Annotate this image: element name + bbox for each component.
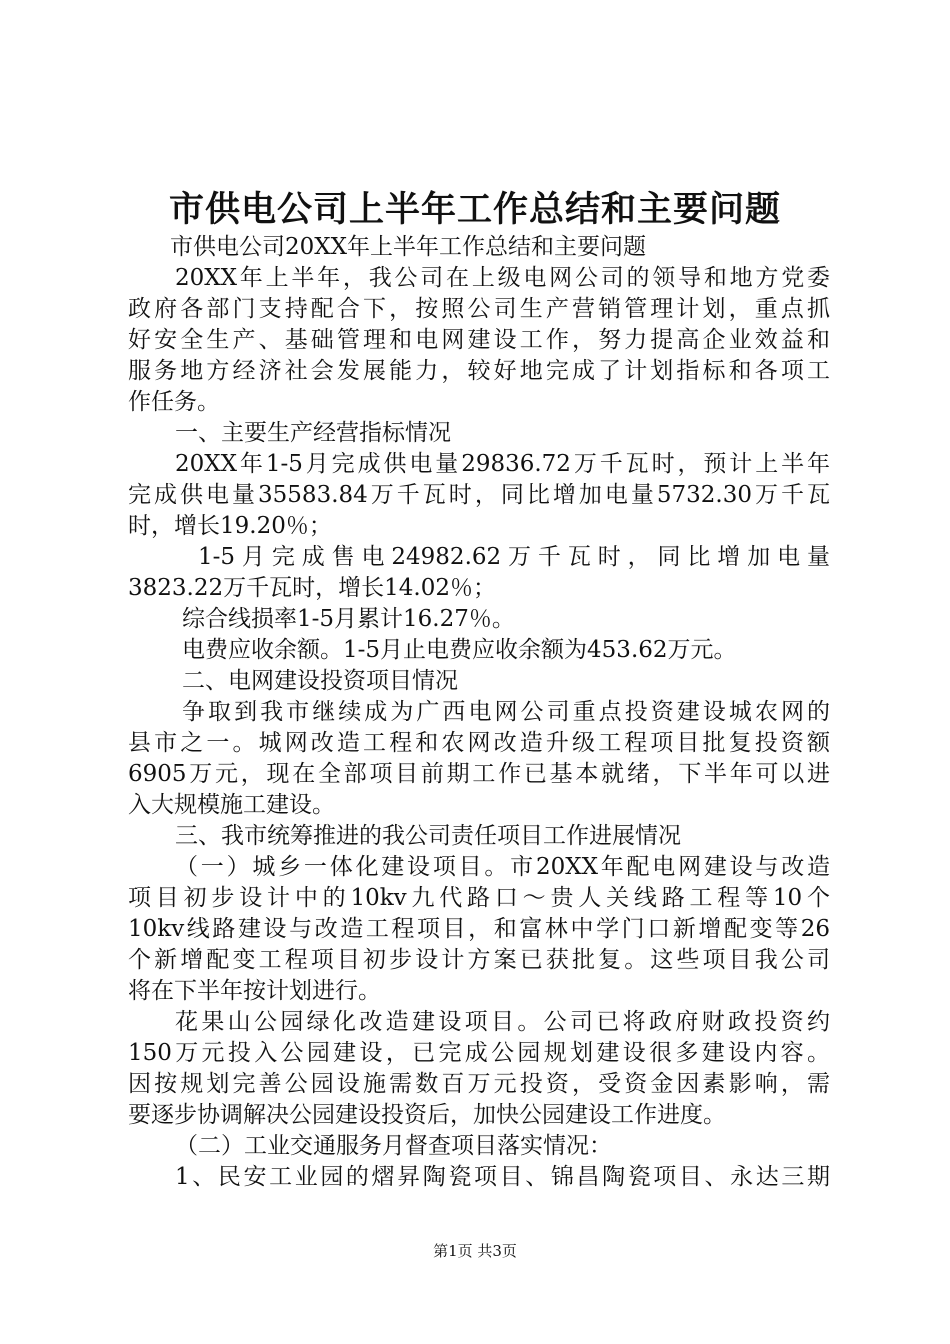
text-line: 作任务。 [128, 389, 220, 415]
text-line: 完成供电量35583.84万千瓦时，同比增加电量5732.30万千瓦 [128, 482, 830, 508]
text-line: 时，增长19.20％； [128, 513, 332, 539]
text-line: 10kv线路建设与改造工程项目，和富林中学门口新增配变等26 [128, 916, 830, 942]
text-line: 电费应收余额。1-5月止电费应收余额为453.62万元。 [182, 637, 737, 663]
document-title: 市供电公司上半年工作总结和主要问题 [168, 189, 781, 230]
text-line: 二、电网建设投资项目情况 [182, 668, 458, 694]
text-line: 政府各部门支持配合下，按照公司生产营销管理计划，重点抓 [128, 296, 830, 322]
text-line: 三、我市统筹推进的我公司责任项目工作进展情况 [175, 823, 681, 849]
text-line: 入大规模施工建设。 [128, 792, 335, 818]
text-line: （一）城乡一体化建设项目。市20XX年配电网建设与改造 [175, 854, 830, 880]
text-line: 1、民安工业园的熠昇陶瓷项目、锦昌陶瓷项目、永达三期 [175, 1164, 830, 1190]
text-line: 要逐步协调解决公园建设投资后，加快公园建设工作进度。 [128, 1102, 726, 1128]
text-line: 20XX年1-5月完成供电量29836.72万千瓦时，预计上半年 [175, 451, 830, 477]
text-line: 将在下半年按计划进行。 [128, 978, 381, 1004]
text-line: （二）工业交通服务月督查项目落实情况： [175, 1133, 612, 1159]
text-line: 个新增配变工程项目初步设计方案已获批复。这些项目我公司 [128, 947, 830, 973]
text-line: 1-5月完成售电24982.62万千瓦时，同比增加电量 [198, 544, 830, 570]
text-line: 因按规划完善公园设施需数百万元投资，受资金因素影响，需 [128, 1071, 830, 1097]
text-line: 项目初步设计中的10kv九代路口～贵人关线路工程等10个 [128, 885, 830, 911]
text-line: 争取到我市继续成为广西电网公司重点投资建设城农网的 [182, 699, 830, 725]
text-line: 6905万元，现在全部项目前期工作已基本就绪，下半年可以进 [128, 761, 830, 787]
text-line: 综合线损率1-5月累计16.27％。 [182, 606, 515, 632]
text-line: 花果山公园绿化改造建设项目。公司已将政府财政投资约 [175, 1009, 830, 1035]
text-line: 好安全生产、基础管理和电网建设工作，努力提高企业效益和 [128, 327, 830, 353]
text-line: 服务地方经济社会发展能力，较好地完成了计划指标和各项工 [128, 358, 830, 384]
document-body [128, 232, 830, 1193]
text-line: 3823.22万千瓦时，增长14.02％； [128, 575, 496, 601]
page-footer: 第1页 共3页 [433, 1242, 517, 1260]
text-line: 县市之一。城网改造工程和农网改造升级工程项目批复投资额 [128, 730, 830, 756]
text-line: 150万元投入公园建设，已完成公园规划建设很多建设内容。 [128, 1040, 830, 1066]
text-line: 一、主要生产经营指标情况 [175, 420, 451, 446]
text-line: 20XX年上半年，我公司在上级电网公司的领导和地方党委 [175, 265, 830, 291]
text-line: 市供电公司20XX年上半年工作总结和主要问题 [170, 234, 647, 260]
